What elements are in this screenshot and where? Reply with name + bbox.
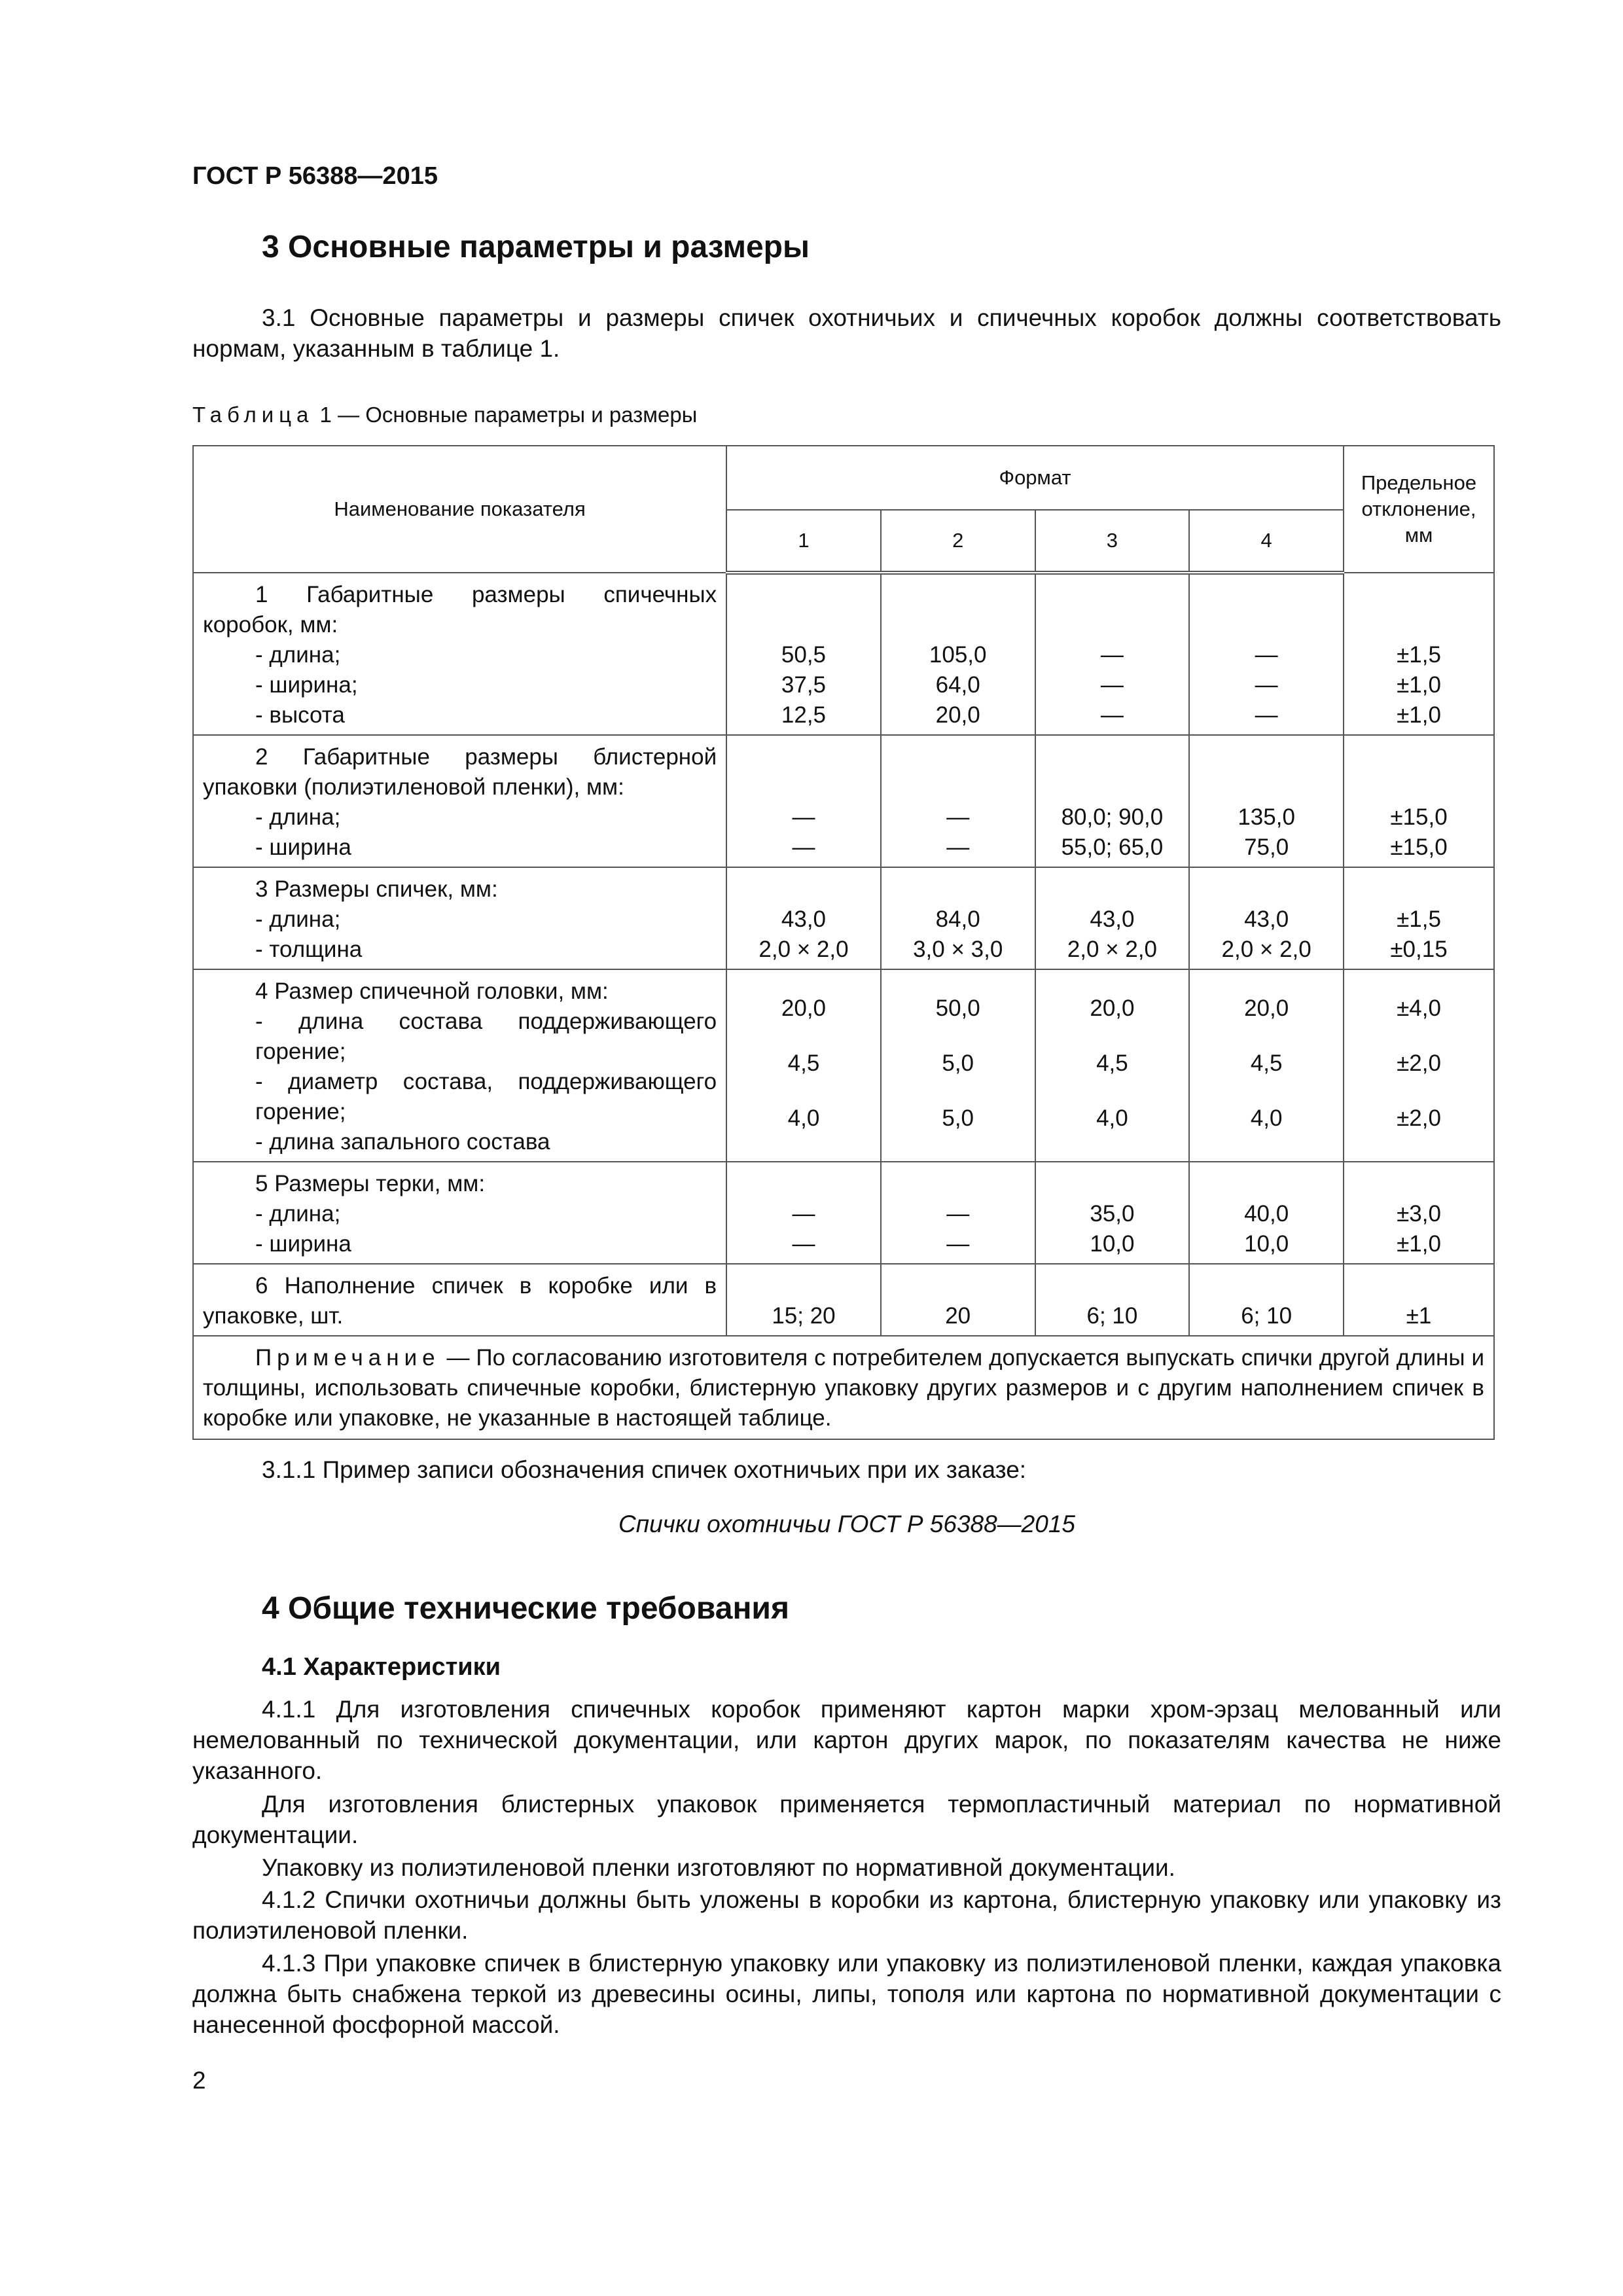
cell-format-2: — — (881, 735, 1035, 867)
cell-format-2: 105,0 64,0 20,0 (881, 573, 1035, 735)
subsection-4-1-title: 4.1 Характеристики (262, 1653, 501, 1681)
cell-format-4: 20,0 4,5 4,0 (1189, 969, 1344, 1162)
paragraph-blister: Для изготовления блистерных упаковок применяется термопластичный материал по нормативной документации. (192, 1791, 1501, 1848)
cell-format-2: 84,0 3,0 × 3,0 (881, 867, 1035, 969)
row-name (193, 867, 726, 969)
row-title: 6 Наполнение спичек в коробке или в упаковке, шт. (203, 1273, 717, 1329)
row-subitem: - длина запального состава (255, 1129, 550, 1155)
row-title: 5 Размеры терки, мм: (255, 1171, 486, 1196)
cell-format-2: 20 (881, 1264, 1035, 1336)
row-name (193, 1162, 726, 1264)
cell-format-1: 43,0 2,0 × 2,0 (726, 867, 881, 969)
cell-format-1: — — (726, 1162, 881, 1264)
paragraph-4-1-1: 4.1.1 Для изготовления спичечных коробок применяют картон марки хром-эрзац мелованный или немелованный по технической документации, или картон других марок, по показателям качества не ниже указанного. (192, 1696, 1501, 1784)
row-subitem: - длина; (255, 1201, 341, 1227)
cell-format-1: 15; 20 (726, 1264, 881, 1336)
cell-tolerance: ±4,0 ±2,0 ±2,0 (1344, 969, 1494, 1162)
cell-format-4: 43,0 2,0 × 2,0 (1189, 867, 1344, 969)
row-subitem: - длина; (255, 642, 341, 668)
table-caption-text: 1 — Основные параметры и размеры (313, 403, 698, 427)
section-4-title: 4 Общие технические требования (262, 1591, 789, 1626)
row-subitem: - диаметр состава, поддерживающего горение; (255, 1069, 717, 1124)
table-row (193, 867, 1494, 969)
col-header-tolerance: Предельное отклонение, мм (1344, 446, 1494, 573)
col-header-name: Наименование показателя (193, 446, 726, 573)
cell-format-3: — — — (1035, 573, 1190, 735)
note-text: — По согласованию изготовителя с потребителем допускается выпускать спички другой длины и толщины, использовать спичечные коробки, блистерную упаковку других размеров и с другим наполнением спичек в коробке или упаковке, не указанные в настоящей таблице. (203, 1345, 1484, 1431)
row-title: 3 Размеры спичек, мм: (255, 876, 498, 902)
table-row (193, 1162, 1494, 1264)
col-header-format-2: 2 (881, 510, 1035, 573)
table-row (193, 969, 1494, 1162)
row-subitem: - ширина; (255, 672, 358, 698)
row-name (193, 735, 726, 867)
row-name (193, 969, 726, 1162)
cell-format-4: 135,0 75,0 (1189, 735, 1344, 867)
table-note-row (193, 1336, 1494, 1439)
cell-tolerance: ±15,0 ±15,0 (1344, 735, 1494, 867)
cell-format-3: 20,0 4,5 4,0 (1035, 969, 1190, 1162)
table-row (193, 573, 1494, 735)
table-note (193, 1336, 1494, 1439)
cell-format-4: — — — (1189, 573, 1344, 735)
table-row (193, 1264, 1494, 1336)
cell-format-4: 40,0 10,0 (1189, 1162, 1344, 1264)
row-title: 1 Габаритные размеры спичечных коробок, мм: (203, 582, 717, 637)
cell-format-2: — — (881, 1162, 1035, 1264)
note-label: Примечание (255, 1345, 440, 1371)
col-header-format-1: 1 (726, 510, 881, 573)
cell-tolerance: ±1 (1344, 1264, 1494, 1336)
row-subitem: - высота (255, 702, 345, 728)
cell-format-1: 50,5 37,5 12,5 (726, 573, 881, 735)
paragraph-4-1-2: 4.1.2 Спички охотничьи должны быть уложены в коробки из картона, блистерную упаковку или упаковку из полиэтиленовой пленки. (192, 1886, 1501, 1944)
table-row (193, 735, 1494, 867)
row-subitem: - толщина (255, 937, 363, 962)
cell-format-1: 20,0 4,5 4,0 (726, 969, 881, 1162)
paragraph-3-1: 3.1 Основные параметры и размеры спичек охотничьих и спичечных коробок должны соответствовать нормам, указанным в таблице 1. (192, 304, 1501, 362)
row-title: 4 Размер спичечной головки, мм: (255, 978, 609, 1004)
page-number: 2 (192, 2067, 206, 2094)
cell-format-2: 50,0 5,0 5,0 (881, 969, 1035, 1162)
cell-format-1: — — (726, 735, 881, 867)
row-subitem: - длина; (255, 906, 341, 932)
designation-example: Спички охотничьи ГОСТ Р 56388—2015 (618, 1511, 1075, 1537)
col-header-format-4: 4 (1189, 510, 1344, 573)
parameters-table (192, 445, 1495, 1440)
row-subitem: - длина состава поддерживающего горение; (255, 1009, 717, 1064)
row-subitem: - длина; (255, 804, 341, 830)
table-caption-label: Таблица (192, 403, 314, 427)
cell-tolerance: ±1,5 ±1,0 ±1,0 (1344, 573, 1494, 735)
cell-format-3: 35,0 10,0 (1035, 1162, 1190, 1264)
cell-format-3: 6; 10 (1035, 1264, 1190, 1336)
document-header: ГОСТ Р 56388—2015 (192, 162, 438, 190)
cell-format-3: 43,0 2,0 × 2,0 (1035, 867, 1190, 969)
row-subitem: - ширина (255, 1231, 351, 1257)
col-header-format-3: 3 (1035, 510, 1190, 573)
row-subitem: - ширина (255, 834, 351, 860)
paragraph-film-pack: Упаковку из полиэтиленовой пленки изготовляют по нормативной документации. (262, 1854, 1175, 1881)
paragraph-3-1-1: 3.1.1 Пример записи обозначения спичек охотничьих при их заказе: (262, 1456, 1027, 1483)
cell-tolerance: ±3,0 ±1,0 (1344, 1162, 1494, 1264)
row-title: 2 Габаритные размеры блистерной упаковки (полиэтиленовой пленки), мм: (203, 744, 717, 800)
paragraph-4-1-3: 4.1.3 При упаковке спичек в блистерную упаковку или упаковку из полиэтиленовой пленки, каждая упаковка должна быть снабжена теркой из древесины осины, липы, тополя или картона по нормативной документации с нанесенной фосфорной массой. (192, 1950, 1501, 2038)
cell-tolerance: ±1,5 ±0,15 (1344, 867, 1494, 969)
row-name (193, 573, 726, 735)
table-caption (192, 403, 697, 427)
col-header-format: Формат (726, 446, 1344, 510)
cell-format-4: 6; 10 (1189, 1264, 1344, 1336)
section-3-title: 3 Основные параметры и размеры (262, 230, 810, 264)
row-name (193, 1264, 726, 1336)
cell-format-3: 80,0; 90,0 55,0; 65,0 (1035, 735, 1190, 867)
